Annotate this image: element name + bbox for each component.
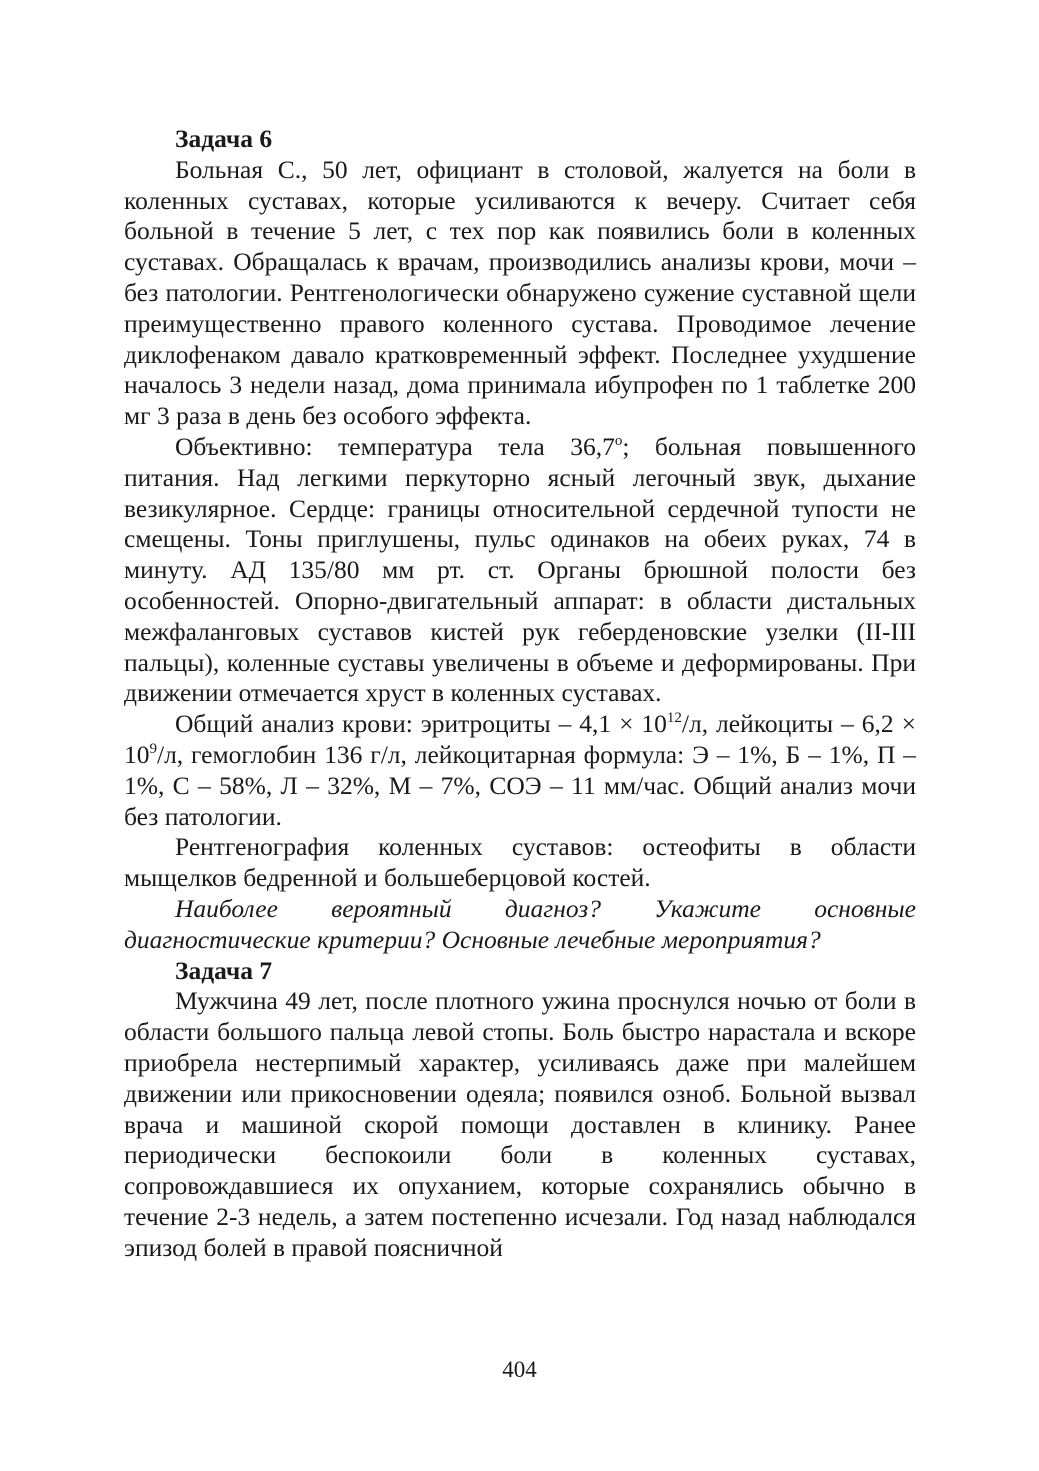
- task-6-complaints-paragraph: Больная С., 50 лет, официант в столовой, жалуется на боли в коленных суставах, которые усиливаются к вечеру. Считает себя больной в течение 5 лет, с тех пор как появились боли в коленных суставах. Обращалась к врачам, производились анализы крови, мочи – без патологии. Рентгенологически обнаружено сужение суставной щели преимущественно правого коленного сустава. Проводимое лечение диклофенаком давало кратковременный эффект. Последнее ухудшение началось 3 недели назад, дома принимала ибупрофен по 1 таблетке 200 мг 3 раза в день без особого эффекта.: [124, 154, 916, 431]
- task-7-paragraph: Мужчина 49 лет, после плотного ужина проснулся ночью от боли в области большого пальца левой стопы. Боль быстро нарастала и вскоре приобрела нестерпимый характер, усиливаясь даже при малейшем движении или прикосновении одеяла; появился озноб. Больной вызвал врача и машиной скорой помощи доставлен в клинику. Ранее периодически беспокоили боли в коленных суставах, сопровождавшиеся их опуханием, которые сохранялись обычно в течение 2-3 недель, а затем постепенно исчезали. Год назад наблюдался эпизод болей в правой поясничной: [124, 986, 916, 1262]
- task-6-xray-paragraph: Рентгенография коленных суставов: остеофиты в области мыщелков бедренной и большеберцовой костей.: [124, 832, 916, 893]
- page-number: 404: [502, 1357, 537, 1382]
- task-6-examination-text-a: Объективно: температура тела 36,7: [175, 431, 615, 461]
- task-6-question: Наиболее вероятный диагноз? Укажите основные диагностические критерии? Основные лечебные мероприятия?: [124, 893, 916, 954]
- exponent-12-superscript: 12: [666, 710, 682, 727]
- task-6-examination-paragraph: [124, 432, 916, 709]
- task-6-heading: Задача 6: [175, 124, 273, 153]
- task-7-heading: Задача 7: [175, 955, 273, 985]
- task-6-blood-test-paragraph: [124, 709, 916, 832]
- task-6-blood-text-a: Общий анализ крови: эритроциты – 4,1 × 10: [175, 709, 667, 739]
- degree-superscript: о: [614, 432, 623, 449]
- task-6-blood-text-b: /л, лейкоциты – 6,2 × 10: [124, 709, 916, 769]
- task-6-blood-text-c: /л, гемоглобин 136 г/л, лейкоцитарная формула: Э – 1%, Б – 1%, П – 1%, С – 58%, Л – 32%, М – 7%, СОЭ – 11 мм/час. Общий анализ мочи без патологии.: [124, 739, 916, 831]
- exponent-9-superscript: 9: [149, 740, 157, 757]
- task-6-examination-text-b: ; больная повышенного питания. Над легкими перкуторно ясный легочный звук, дыхание везикулярное. Сердце: границы относительной сердечной тупости не смещены. Тоны приглушены, пульс одинаков на обеих руках, 74 в минуту. АД 135/80 мм рт. ст. Органы брюшной полости без особенностей. Опорно-двигательный аппарат: в области дистальных межфаланговых суставов кистей рук гебердeновские узелки (II-III пальцы), коленные суставы увеличены в объеме и деформированы. При движении отмечается хруст в коленных суставах.: [124, 431, 916, 708]
- page-content: [124, 124, 916, 1263]
